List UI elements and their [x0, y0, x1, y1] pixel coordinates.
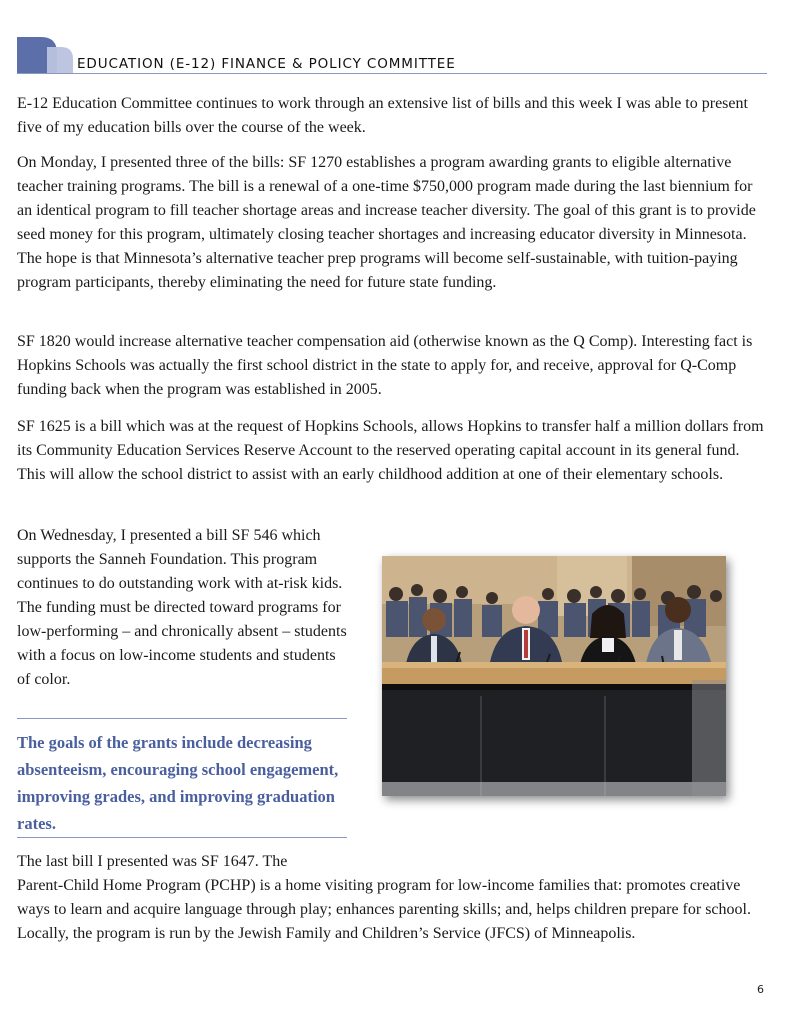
committee-hearing-photo [382, 556, 726, 796]
paragraph-intro: E-12 Education Committee continues to work through an extensive list of bills and this week I was able to present five of my education bills over the course of the week. [17, 95, 748, 136]
section-title: EDUCATION (E-12) FINANCE & POLICY COMMITTEE [77, 56, 456, 72]
pull-quote: The goals of the grants include decreasing absenteeism, encouraging school engagement, improving grades, and improving graduation rates. [17, 733, 339, 833]
paragraph-sf1820: SF 1820 would increase alternative teacher compensation aid (otherwise known as the Q Comp). Interesting fact is Hopkins Schools was actually the first school district in the state to apply for, and receive, approval for Q-Comp funding back when the program was established in 2005. [17, 333, 753, 398]
paragraph-sf1625: SF 1625 is a bill which was at the request of Hopkins Schools, allows Hopkins to transfer half a million dollars from its Community Education Services Reserve Account to the reserved operating capital account in its general fund. This will allow the school district to assist with an early childhood addition at one of their elementary schools. [17, 418, 764, 483]
blue-tab-logo-icon [17, 37, 73, 73]
paragraph-sf1647-body: Parent-Child Home Program (PCHP) is a home visiting program for low-income families that: promotes creative ways to learn and acquire language through play; enhances parenting skills; and, helps children prepare for school. Locally, the program is run by the Jewish Family and Children’s Service (JFCS) of Minneapolis. [17, 877, 751, 942]
paragraph-sf1647-line1: The last bill I presented was SF 1647. The [17, 853, 288, 870]
paragraph-sf1647 [17, 850, 769, 946]
pull-quote-top-rule [17, 718, 347, 719]
paragraph-sf1270: On Monday, I presented three of the bills: SF 1270 establishes a program awarding grants to eligible alternative teacher training programs. The bill is a renewal of a one-time $750,000 program made during the last biennium for an identical program to fill teacher shortage areas and increase teacher diversity. The goal of this grant is to provide seed money for this program, ultimately closing teacher shortages and increasing educator diversity in Minnesota. The hope is that Minnesota’s alternative teacher prep programs will become self-sustainable, with tuition-paying program participants, thereby eliminating the need for future state funding. [17, 154, 756, 291]
paragraph-sf546: On Wednesday, I presented a bill SF 546 which supports the Sanneh Foundation. This program continues to do outstanding work with at-risk kids. The funding must be directed toward programs for low-performing – and chronically absent – students with a focus on low-income students and students of color. [17, 527, 347, 688]
header-divider [17, 73, 767, 74]
pull-quote-bottom-rule [17, 837, 347, 838]
page-number: 6 [757, 983, 764, 996]
